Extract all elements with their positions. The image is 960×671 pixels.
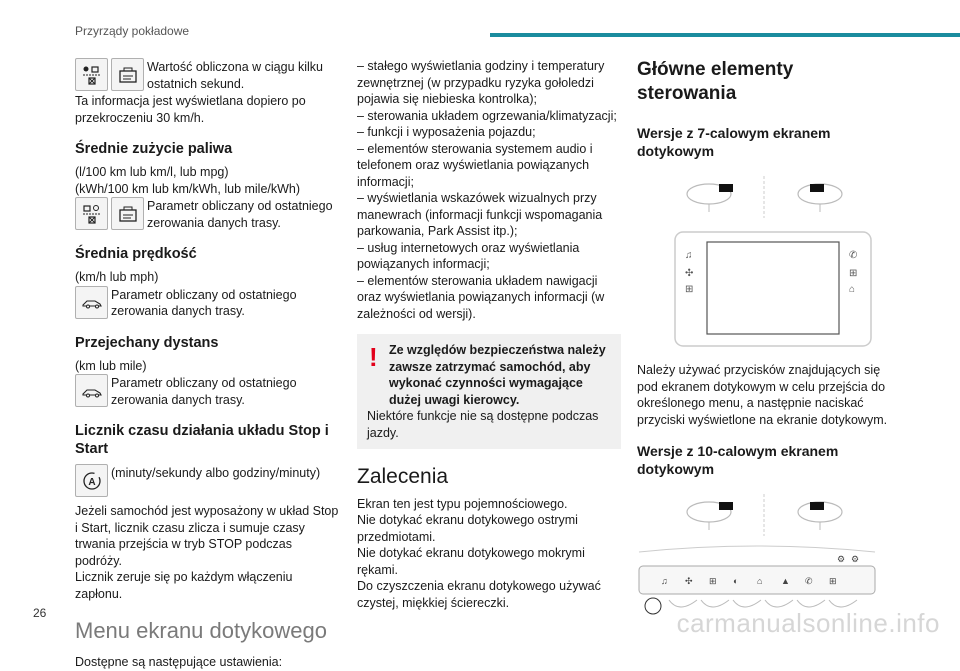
recommendation-line: Ekran ten jest typu pojemnościowego. xyxy=(357,496,568,511)
speed-note: Ta informacja jest wyświetlana dopiero po przekroczeniu 30 km/h. xyxy=(75,94,306,125)
apps-icon: ⊞ xyxy=(849,268,858,279)
icon-row-speed xyxy=(75,286,340,320)
car-icon xyxy=(75,374,108,407)
car-icon xyxy=(75,286,108,319)
fan-icon: ✣ xyxy=(685,268,694,279)
svg-text:✆: ✆ xyxy=(805,576,813,586)
recommendation-line: Do czyszczenia ekranu dotykowego używać czystej, miękkiej ściereczki. xyxy=(357,579,601,610)
warning-icon: ! xyxy=(369,342,378,372)
reset-icon xyxy=(111,58,144,91)
trip-icon xyxy=(75,58,108,91)
warning-bold-text: Ze względów bezpieczeństwa należy zawsze zatrzymać samochód, aby wykonać czynności wymagające dużej uwagi kierowcy. xyxy=(389,343,606,407)
recommendation-line: Nie dotykać ekranu dotykowego ostrymi przedmiotami. xyxy=(357,513,578,544)
list-item: – funkcji i wyposażenia pojazdu; xyxy=(357,125,536,139)
music-icon: ♫ xyxy=(685,250,693,261)
v10-heading: Wersje z 10-calowym ekranem dotykowym xyxy=(637,443,839,477)
svg-text:A: A xyxy=(87,476,96,488)
page-number: 26 xyxy=(33,606,47,620)
avg-consumption-units1: (l/100 km lub km/l, lub mpg) xyxy=(75,165,229,179)
avg-consumption-heading: Średnie zużycie paliwa xyxy=(75,141,233,157)
v7-text: Należy używać przycisków znajdujących się pod ekranem dotykowym w celu przejścia do określonego menu, a następnie naciskać przyciski wyświetlone na ekranie dotykowym. xyxy=(637,363,888,427)
steering-wheel-icon xyxy=(637,492,892,538)
avg-speed-units: (km/h lub mph) xyxy=(75,270,159,284)
safety-warning xyxy=(357,334,621,449)
list-item: – sterowania układem ogrzewania/klimatyzacji; xyxy=(357,108,617,123)
recommendations-heading: Zalecenia xyxy=(357,465,449,488)
menu-heading: Menu ekranu dotykowego xyxy=(75,618,327,643)
warning-text: Niektóre funkcje nie są dostępne podczas jazdy. xyxy=(367,409,599,440)
column-2 xyxy=(357,58,621,611)
distance-heading: Przejechany dystans xyxy=(75,334,219,351)
main-controls-heading: Główne elementy sterowania xyxy=(637,59,794,104)
instant-text: Wartość obliczona w ciągu kilku ostatnich sekund. xyxy=(147,60,323,91)
icon-row-distance xyxy=(75,374,340,408)
icon-row-stopstart xyxy=(75,464,340,497)
v7-heading: Wersje z 7-calowym ekranem dotykowym xyxy=(637,125,831,159)
svg-text:⊞: ⊞ xyxy=(829,576,837,586)
svg-text:▲: ▲ xyxy=(781,576,790,586)
svg-text:⚙: ⚙ xyxy=(851,554,860,564)
list-item: – elementów sterowania układem nawigacji oraz wyświetlania powiązanych informacji (w zależności od wersji). xyxy=(357,273,605,321)
svg-text:✣: ✣ xyxy=(685,576,693,586)
svg-text:◐: ◐ xyxy=(733,576,739,586)
svg-text:⚙: ⚙ xyxy=(837,554,846,564)
touchscreen-10-illustration xyxy=(637,544,877,616)
list-item: – usług internetowych oraz wyświetlania powiązanych informacji; xyxy=(357,240,580,271)
distance-units: (km lub mile) xyxy=(75,358,147,373)
header-accent-bar xyxy=(490,33,960,37)
stop-start-icon xyxy=(75,464,108,497)
distance-text: Parametr obliczany od ostatniego zerowania danych trasy. xyxy=(111,376,297,407)
reset-icon xyxy=(111,197,144,230)
nav-icon: ⊞ xyxy=(685,284,694,295)
page-header-title: Przyrządy pokładowe xyxy=(75,24,190,38)
avg-speed-text: Parametr obliczany od ostatniego zerowania danych trasy. xyxy=(111,287,297,318)
avg-speed-heading: Średnia prędkość xyxy=(75,246,197,262)
svg-text:♫: ♫ xyxy=(661,576,668,586)
steering-wheel-icon xyxy=(637,174,892,220)
trip-icon xyxy=(75,197,108,230)
avg-consumption-units2: (kWh/100 km lub km/kWh, lub mile/kWh) xyxy=(75,181,301,196)
stopstart-units: (minuty/sekundy albo godziny/minuty) xyxy=(111,466,321,480)
watermark: carmanualsonline.info xyxy=(676,608,940,638)
column-3 xyxy=(637,58,892,616)
svg-text:⌂: ⌂ xyxy=(757,576,763,586)
touchscreen-7-illustration xyxy=(673,230,873,348)
car-icon: ⌂ xyxy=(849,284,856,295)
icon-row-consumption xyxy=(75,197,340,231)
phone-icon: ✆ xyxy=(849,250,858,261)
list-item: – elementów sterowania systemem audio i telefonem oraz wyświetlania powiązanych informacji; xyxy=(357,141,593,189)
stopstart-heading: Licznik czasu działania układu Stop i Start xyxy=(75,423,329,457)
column-1 xyxy=(75,58,340,671)
stopstart-para1: Jeżeli samochód jest wyposażony w układ Stop i Start, licznik czasu zlicza i sumuje czasy trwania przejścia w tryb STOP podczas podróży. xyxy=(75,504,339,568)
settings-list xyxy=(357,58,621,322)
icon-row-instant xyxy=(75,58,340,92)
list-item: – wyświetlania wskazówek wizualnych przy manewrach (informacji funkcji wspomagania parkowania, Park Assist itp.); xyxy=(357,191,603,238)
recommendation-line: Nie dotykać ekranu dotykowego mokrymi rękami. xyxy=(357,546,585,577)
list-item: – stałego wyświetlania godziny i temperatury zewnętrznej (w przypadku ryzyka gołoledzi pojawia się niebieska kontrolka); xyxy=(357,59,605,106)
avg-consumption-text: Parametr obliczany od ostatniego zerowania danych trasy. xyxy=(147,199,333,230)
menu-intro: Dostępne są następujące ustawienia: xyxy=(75,655,283,669)
svg-text:⊞: ⊞ xyxy=(709,576,717,586)
stopstart-para2: Licznik zeruje się po każdym włączeniu zapłonu. xyxy=(75,570,293,601)
